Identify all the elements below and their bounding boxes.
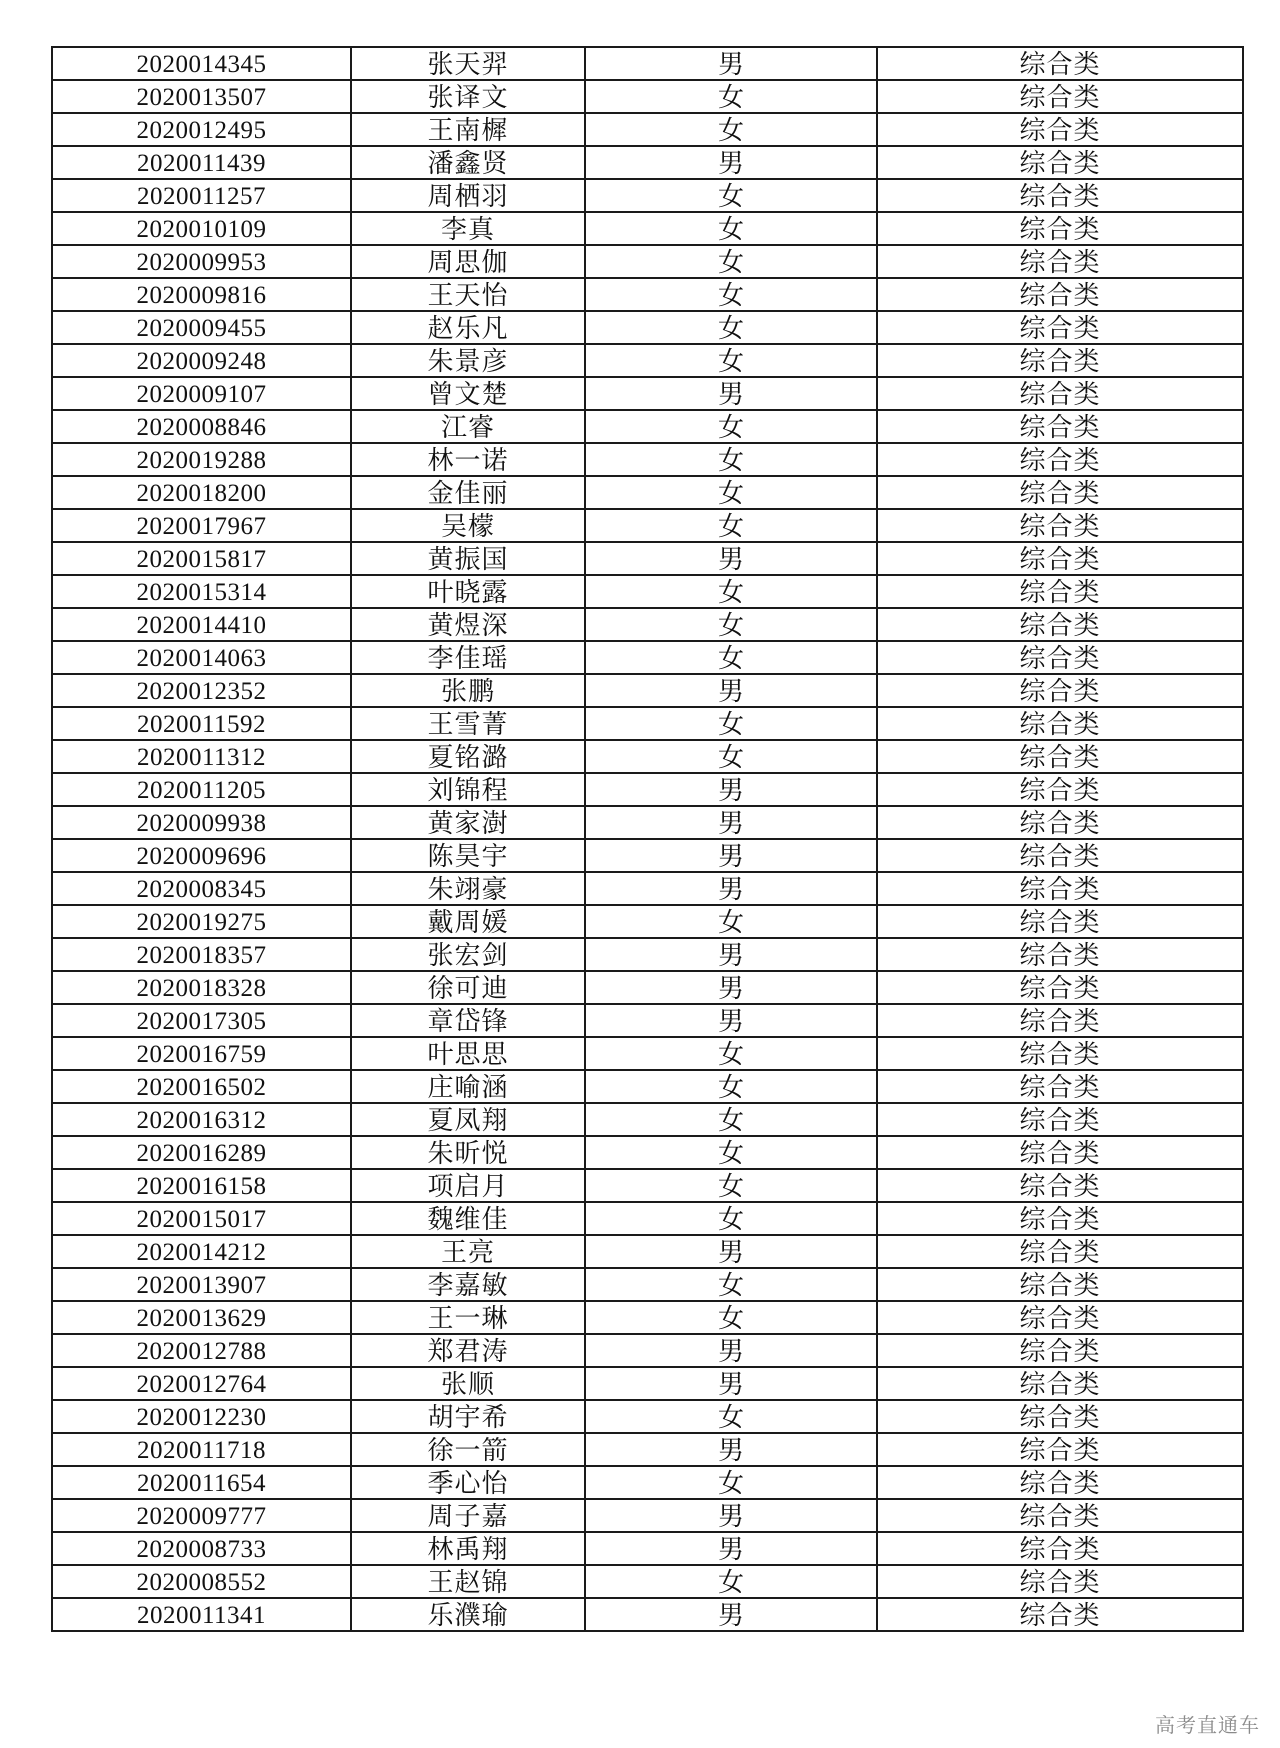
- table-row: [52, 938, 1243, 971]
- student-id-cell: 2020014212: [52, 1235, 351, 1268]
- gender-cell: 女: [585, 1202, 877, 1235]
- student-name-cell: 郑君涛: [351, 1334, 585, 1367]
- category-cell: 综合类: [877, 1466, 1243, 1499]
- gender-cell: 女: [585, 113, 877, 146]
- table-row: [52, 674, 1243, 707]
- student-id-cell: 2020012495: [52, 113, 351, 146]
- category-cell: 综合类: [877, 971, 1243, 1004]
- student-name-cell: 赵乐凡: [351, 311, 585, 344]
- category-cell: 综合类: [877, 212, 1243, 245]
- table-row: [52, 1235, 1243, 1268]
- student-id-cell: 2020016289: [52, 1136, 351, 1169]
- category-cell: 综合类: [877, 278, 1243, 311]
- table-row: [52, 476, 1243, 509]
- student-name-cell: 周子嘉: [351, 1499, 585, 1532]
- category-cell: 综合类: [877, 1334, 1243, 1367]
- student-id-cell: 2020008552: [52, 1565, 351, 1598]
- student-id-cell: 2020013507: [52, 80, 351, 113]
- table-row: [52, 1499, 1243, 1532]
- student-name-cell: 黄家澍: [351, 806, 585, 839]
- table-row: [52, 1070, 1243, 1103]
- gender-cell: 男: [585, 1334, 877, 1367]
- student-id-cell: 2020012230: [52, 1400, 351, 1433]
- gender-cell: 女: [585, 707, 877, 740]
- category-cell: 综合类: [877, 806, 1243, 839]
- student-id-cell: 2020016312: [52, 1103, 351, 1136]
- student-id-cell: 2020009953: [52, 245, 351, 278]
- gender-cell: 男: [585, 1235, 877, 1268]
- student-id-cell: 2020012764: [52, 1367, 351, 1400]
- student-name-cell: 李佳瑶: [351, 641, 585, 674]
- student-name-cell: 徐一箭: [351, 1433, 585, 1466]
- student-id-cell: 2020011439: [52, 146, 351, 179]
- student-name-cell: 徐可迪: [351, 971, 585, 1004]
- category-cell: 综合类: [877, 1268, 1243, 1301]
- table-row: [52, 344, 1243, 377]
- table-row: [52, 1466, 1243, 1499]
- student-name-cell: 李嘉敏: [351, 1268, 585, 1301]
- student-name-cell: 江睿: [351, 410, 585, 443]
- student-id-cell: 2020009696: [52, 839, 351, 872]
- category-cell: 综合类: [877, 1037, 1243, 1070]
- category-cell: 综合类: [877, 1565, 1243, 1598]
- category-cell: 综合类: [877, 311, 1243, 344]
- table-row: [52, 377, 1243, 410]
- student-name-cell: 夏凤翔: [351, 1103, 585, 1136]
- student-id-cell: 2020009816: [52, 278, 351, 311]
- student-id-cell: 2020012352: [52, 674, 351, 707]
- category-cell: 综合类: [877, 377, 1243, 410]
- gender-cell: 男: [585, 377, 877, 410]
- gender-cell: 男: [585, 542, 877, 575]
- table-body: [52, 47, 1243, 1631]
- student-name-cell: 黄振国: [351, 542, 585, 575]
- category-cell: 综合类: [877, 905, 1243, 938]
- student-name-cell: 朱景彦: [351, 344, 585, 377]
- gender-cell: 女: [585, 311, 877, 344]
- table-row: [52, 839, 1243, 872]
- gender-cell: 女: [585, 905, 877, 938]
- student-name-cell: 周栖羽: [351, 179, 585, 212]
- table-row: [52, 971, 1243, 1004]
- category-cell: 综合类: [877, 179, 1243, 212]
- table-row: [52, 509, 1243, 542]
- student-name-cell: 乐濮瑜: [351, 1598, 585, 1631]
- gender-cell: 女: [585, 509, 877, 542]
- student-id-cell: 2020011654: [52, 1466, 351, 1499]
- student-name-cell: 林禹翔: [351, 1532, 585, 1565]
- gender-cell: 女: [585, 740, 877, 773]
- category-cell: 综合类: [877, 509, 1243, 542]
- table-row: [52, 179, 1243, 212]
- category-cell: 综合类: [877, 707, 1243, 740]
- gender-cell: 女: [585, 1301, 877, 1334]
- gender-cell: 女: [585, 344, 877, 377]
- category-cell: 综合类: [877, 1598, 1243, 1631]
- student-name-cell: 胡宇希: [351, 1400, 585, 1433]
- student-name-cell: 叶晓露: [351, 575, 585, 608]
- category-cell: 综合类: [877, 1169, 1243, 1202]
- table-row: [52, 1433, 1243, 1466]
- student-name-cell: 季心怡: [351, 1466, 585, 1499]
- table-row: [52, 608, 1243, 641]
- category-cell: 综合类: [877, 1532, 1243, 1565]
- category-cell: 综合类: [877, 1367, 1243, 1400]
- category-cell: 综合类: [877, 1070, 1243, 1103]
- gender-cell: 女: [585, 245, 877, 278]
- student-name-cell: 章岱锋: [351, 1004, 585, 1037]
- student-name-cell: 项启月: [351, 1169, 585, 1202]
- student-id-cell: 2020011718: [52, 1433, 351, 1466]
- gender-cell: 女: [585, 443, 877, 476]
- student-name-cell: 张宏剑: [351, 938, 585, 971]
- category-cell: 综合类: [877, 740, 1243, 773]
- table-row: [52, 740, 1243, 773]
- category-cell: 综合类: [877, 1433, 1243, 1466]
- gender-cell: 女: [585, 608, 877, 641]
- category-cell: 综合类: [877, 476, 1243, 509]
- student-name-cell: 林一诺: [351, 443, 585, 476]
- student-name-cell: 叶思思: [351, 1037, 585, 1070]
- table-row: [52, 212, 1243, 245]
- table-row: [52, 641, 1243, 674]
- student-name-cell: 魏维佳: [351, 1202, 585, 1235]
- category-cell: 综合类: [877, 1400, 1243, 1433]
- gender-cell: 男: [585, 938, 877, 971]
- student-name-cell: 王赵锦: [351, 1565, 585, 1598]
- student-name-cell: 吴檬: [351, 509, 585, 542]
- gender-cell: 女: [585, 641, 877, 674]
- table-row: [52, 245, 1243, 278]
- gender-cell: 男: [585, 1433, 877, 1466]
- category-cell: 综合类: [877, 245, 1243, 278]
- table-row: [52, 410, 1243, 443]
- student-name-cell: 曾文楚: [351, 377, 585, 410]
- student-name-cell: 周思伽: [351, 245, 585, 278]
- table-row: [52, 1598, 1243, 1631]
- category-cell: 综合类: [877, 938, 1243, 971]
- table-row: [52, 872, 1243, 905]
- table-row: [52, 773, 1243, 806]
- student-name-cell: 张天羿: [351, 47, 585, 80]
- student-name-cell: 张顺: [351, 1367, 585, 1400]
- gender-cell: 女: [585, 575, 877, 608]
- student-name-cell: 刘锦程: [351, 773, 585, 806]
- table-row: [52, 146, 1243, 179]
- student-id-cell: 2020009455: [52, 311, 351, 344]
- category-cell: 综合类: [877, 872, 1243, 905]
- category-cell: 综合类: [877, 1499, 1243, 1532]
- category-cell: 综合类: [877, 608, 1243, 641]
- student-id-cell: 2020011312: [52, 740, 351, 773]
- table-row: [52, 1202, 1243, 1235]
- student-id-cell: 2020008733: [52, 1532, 351, 1565]
- category-cell: 综合类: [877, 542, 1243, 575]
- category-cell: 综合类: [877, 113, 1243, 146]
- gender-cell: 女: [585, 1466, 877, 1499]
- category-cell: 综合类: [877, 1301, 1243, 1334]
- gender-cell: 女: [585, 1268, 877, 1301]
- student-id-cell: 2020015314: [52, 575, 351, 608]
- student-id-cell: 2020013629: [52, 1301, 351, 1334]
- gender-cell: 男: [585, 839, 877, 872]
- table-row: [52, 1103, 1243, 1136]
- gender-cell: 女: [585, 179, 877, 212]
- category-cell: 综合类: [877, 641, 1243, 674]
- category-cell: 综合类: [877, 344, 1243, 377]
- student-id-cell: 2020014410: [52, 608, 351, 641]
- gender-cell: 女: [585, 1169, 877, 1202]
- student-id-cell: 2020009777: [52, 1499, 351, 1532]
- gender-cell: 女: [585, 212, 877, 245]
- student-name-cell: 朱翊豪: [351, 872, 585, 905]
- category-cell: 综合类: [877, 146, 1243, 179]
- table-row: [52, 575, 1243, 608]
- gender-cell: 女: [585, 410, 877, 443]
- category-cell: 综合类: [877, 1235, 1243, 1268]
- table-row: [52, 905, 1243, 938]
- student-id-cell: 2020009938: [52, 806, 351, 839]
- category-cell: 综合类: [877, 575, 1243, 608]
- student-table: [51, 46, 1244, 1632]
- gender-cell: 女: [585, 80, 877, 113]
- table-row: [52, 1334, 1243, 1367]
- student-name-cell: 王天怡: [351, 278, 585, 311]
- table-row: [52, 806, 1243, 839]
- gender-cell: 女: [585, 1400, 877, 1433]
- category-cell: 综合类: [877, 47, 1243, 80]
- table-row: [52, 1136, 1243, 1169]
- category-cell: 综合类: [877, 1103, 1243, 1136]
- gender-cell: 男: [585, 773, 877, 806]
- student-id-cell: 2020019275: [52, 905, 351, 938]
- table-row: [52, 80, 1243, 113]
- student-id-cell: 2020013907: [52, 1268, 351, 1301]
- table-row: [52, 1367, 1243, 1400]
- student-id-cell: 2020015817: [52, 542, 351, 575]
- student-name-cell: 李真: [351, 212, 585, 245]
- student-id-cell: 2020018357: [52, 938, 351, 971]
- student-id-cell: 2020011592: [52, 707, 351, 740]
- student-id-cell: 2020009107: [52, 377, 351, 410]
- student-id-cell: 2020018328: [52, 971, 351, 1004]
- table-row: [52, 47, 1243, 80]
- table-row: [52, 113, 1243, 146]
- table-row: [52, 1400, 1243, 1433]
- table-row: [52, 1301, 1243, 1334]
- student-name-cell: 王一琳: [351, 1301, 585, 1334]
- student-name-cell: 金佳丽: [351, 476, 585, 509]
- watermark: 高考直通车: [1153, 1709, 1262, 1738]
- student-name-cell: 张鹏: [351, 674, 585, 707]
- gender-cell: 男: [585, 146, 877, 179]
- gender-cell: 男: [585, 1532, 877, 1565]
- student-id-cell: 2020016158: [52, 1169, 351, 1202]
- student-name-cell: 张译文: [351, 80, 585, 113]
- student-name-cell: 夏铭潞: [351, 740, 585, 773]
- student-id-cell: 2020014063: [52, 641, 351, 674]
- student-id-cell: 2020010109: [52, 212, 351, 245]
- gender-cell: 男: [585, 47, 877, 80]
- gender-cell: 男: [585, 872, 877, 905]
- student-id-cell: 2020011341: [52, 1598, 351, 1631]
- gender-cell: 男: [585, 806, 877, 839]
- table-row: [52, 707, 1243, 740]
- category-cell: 综合类: [877, 410, 1243, 443]
- table-row: [52, 1004, 1243, 1037]
- gender-cell: 女: [585, 1037, 877, 1070]
- gender-cell: 男: [585, 1367, 877, 1400]
- table-row: [52, 1037, 1243, 1070]
- gender-cell: 男: [585, 971, 877, 1004]
- gender-cell: 女: [585, 1103, 877, 1136]
- category-cell: 综合类: [877, 443, 1243, 476]
- table-row: [52, 443, 1243, 476]
- student-id-cell: 2020009248: [52, 344, 351, 377]
- student-name-cell: 陈昊宇: [351, 839, 585, 872]
- student-id-cell: 2020011257: [52, 179, 351, 212]
- category-cell: 综合类: [877, 1136, 1243, 1169]
- category-cell: 综合类: [877, 1004, 1243, 1037]
- student-id-cell: 2020018200: [52, 476, 351, 509]
- table-row: [52, 542, 1243, 575]
- student-name-cell: 潘鑫贤: [351, 146, 585, 179]
- gender-cell: 女: [585, 1070, 877, 1103]
- student-name-cell: 王南樨: [351, 113, 585, 146]
- gender-cell: 男: [585, 1004, 877, 1037]
- gender-cell: 女: [585, 476, 877, 509]
- student-id-cell: 2020011205: [52, 773, 351, 806]
- category-cell: 综合类: [877, 839, 1243, 872]
- gender-cell: 女: [585, 1565, 877, 1598]
- student-name-cell: 王雪菁: [351, 707, 585, 740]
- category-cell: 综合类: [877, 674, 1243, 707]
- category-cell: 综合类: [877, 80, 1243, 113]
- student-id-cell: 2020008345: [52, 872, 351, 905]
- category-cell: 综合类: [877, 1202, 1243, 1235]
- student-name-cell: 黄煜深: [351, 608, 585, 641]
- category-cell: 综合类: [877, 773, 1243, 806]
- student-id-cell: 2020017967: [52, 509, 351, 542]
- gender-cell: 男: [585, 674, 877, 707]
- student-id-cell: 2020014345: [52, 47, 351, 80]
- student-id-cell: 2020019288: [52, 443, 351, 476]
- gender-cell: 男: [585, 1598, 877, 1631]
- student-id-cell: 2020017305: [52, 1004, 351, 1037]
- table-row: [52, 1268, 1243, 1301]
- table-row: [52, 1565, 1243, 1598]
- student-id-cell: 2020016502: [52, 1070, 351, 1103]
- student-name-cell: 朱昕悦: [351, 1136, 585, 1169]
- student-name-cell: 戴周媛: [351, 905, 585, 938]
- table-row: [52, 1532, 1243, 1565]
- table-row: [52, 278, 1243, 311]
- gender-cell: 男: [585, 1499, 877, 1532]
- student-id-cell: 2020012788: [52, 1334, 351, 1367]
- table-row: [52, 311, 1243, 344]
- gender-cell: 女: [585, 278, 877, 311]
- student-id-cell: 2020008846: [52, 410, 351, 443]
- gender-cell: 女: [585, 1136, 877, 1169]
- student-name-cell: 庄喻涵: [351, 1070, 585, 1103]
- student-id-cell: 2020015017: [52, 1202, 351, 1235]
- student-name-cell: 王亮: [351, 1235, 585, 1268]
- table-row: [52, 1169, 1243, 1202]
- student-id-cell: 2020016759: [52, 1037, 351, 1070]
